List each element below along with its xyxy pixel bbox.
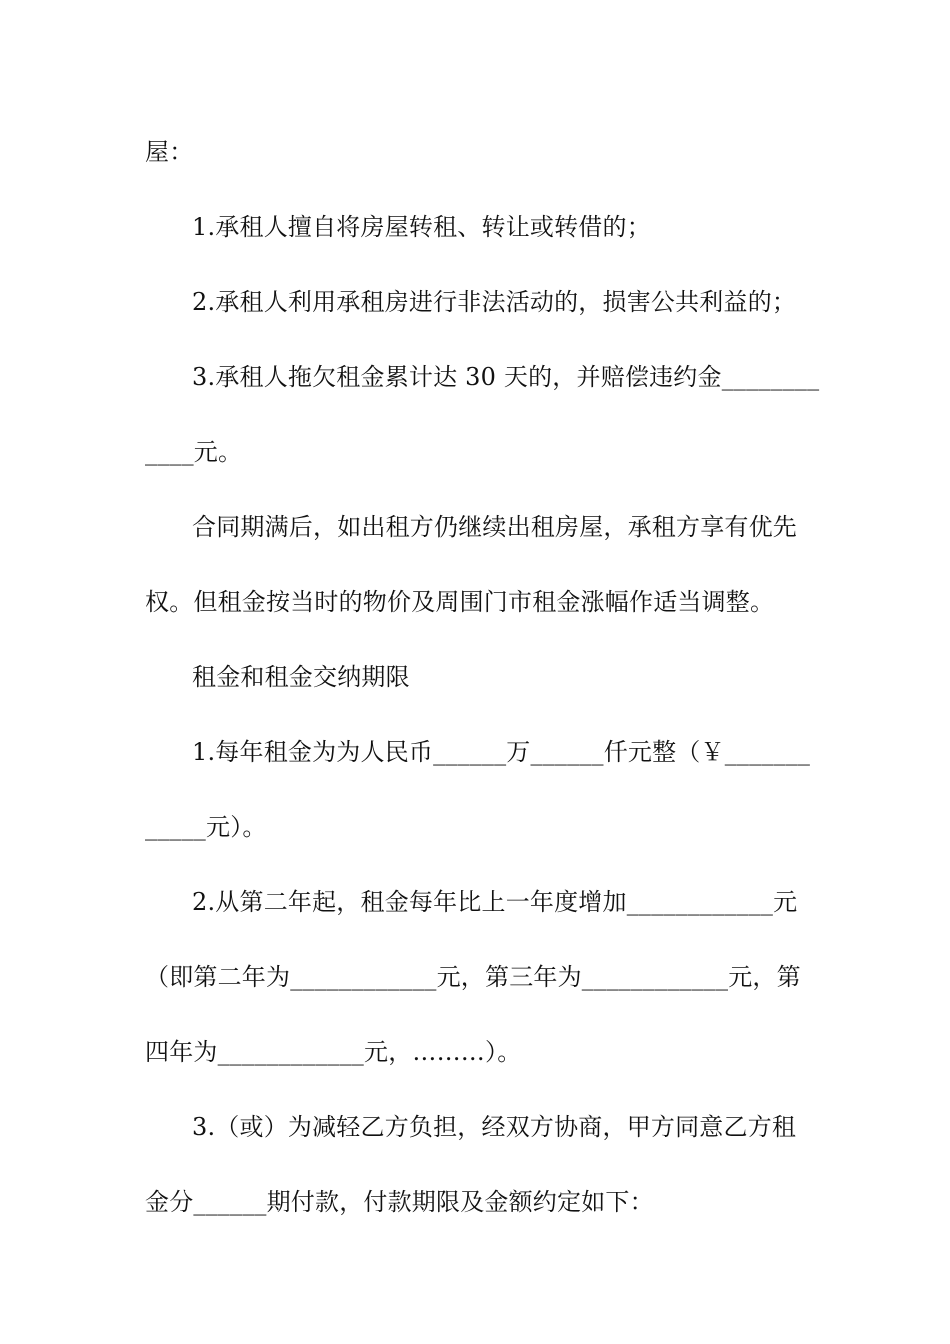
- paragraph-line: 权。但租金按当时的物价及周围门市租金涨幅作适当调整。: [145, 588, 775, 616]
- clause-item: 1.承租人擅自将房屋转租、转让或转借的；: [192, 213, 651, 241]
- clause-item: 3.（或）为减轻乙方负担，经双方协商，甲方同意乙方租: [192, 1113, 797, 1141]
- section-heading: 租金和租金交纳期限: [192, 663, 410, 691]
- paragraph-line: ____元。: [145, 438, 243, 466]
- paragraph-line: （即第二年为____________元，第三年为____________元，第: [145, 963, 801, 991]
- clause-item: 2.从第二年起，租金每年比上一年度增加____________元: [192, 888, 798, 916]
- clause-item: 3.承租人拖欠租金累计达 30 天的，并赔偿违约金________: [192, 363, 820, 391]
- paragraph-line: 四年为____________元，………）。: [145, 1038, 522, 1066]
- paragraph-line: _____元）。: [145, 813, 267, 841]
- paragraph-line: 屋：: [145, 138, 194, 166]
- clause-item: 1.每年租金为为人民币______万______仟元整（￥_______: [192, 738, 811, 766]
- clause-item: 2.承租人利用承租房进行非法活动的，损害公共利益的；: [192, 288, 797, 316]
- paragraph-line: 合同期满后，如出租方仍继续出租房屋，承租方享有优先: [192, 513, 797, 541]
- paragraph-line: 金分______期付款，付款期限及金额约定如下：: [145, 1188, 654, 1216]
